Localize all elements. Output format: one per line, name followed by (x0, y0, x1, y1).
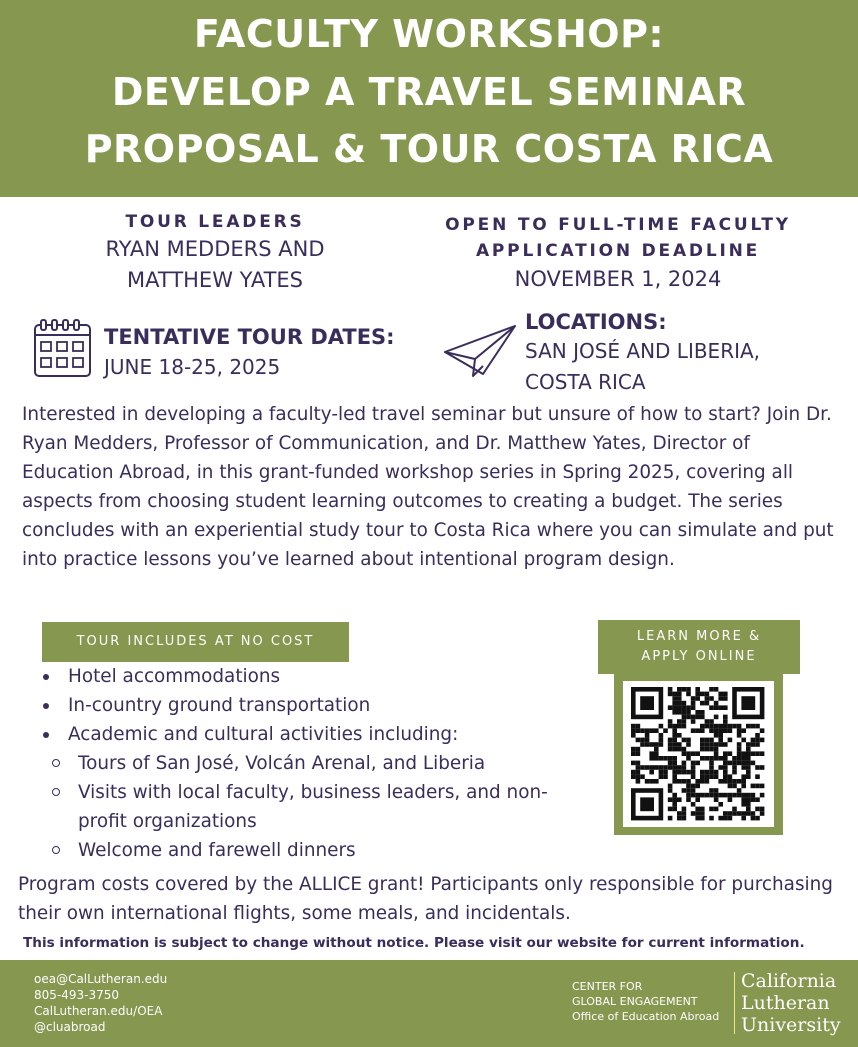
title-line-2: DEVELOP A TRAVEL SEMINAR (111, 70, 747, 114)
tour-leaders (60, 210, 370, 296)
paper-plane-icon (443, 322, 519, 380)
circle-bullet-icon (52, 759, 60, 767)
bullet-icon (43, 703, 49, 709)
contact-info (34, 971, 167, 1035)
footer (0, 960, 858, 1047)
qr-frame (614, 673, 783, 835)
bullet-icon (43, 732, 49, 738)
deadline-label: APPLICATION DEADLINE (475, 241, 761, 261)
tour-dates-heading: TENTATIVE TOUR DATES: (104, 325, 395, 349)
list-item: Academic and cultural activities including: Tours of San José, Volcán Arenal, and Liberia Visits with local faculty, business leaders, and non-profit organizations Welcome and farewell dinners (40, 720, 616, 865)
description: Interested in developing a faculty-led travel seminar but unsure of how to start? Join Dr. Ryan Medders, Professor of Communication, and Dr. Matthew Yates, Director of Education Abroad, in this grant-funded workshop series in Spring 2025, covering all aspects from choosing student learning outcomes to creating a budget. The series concludes with an experiential study tour to Costa Rica where you can simulate and put into practice lessons you’ve learned about intentional program design. (22, 404, 834, 570)
list-item: Hotel accommodations (40, 662, 616, 691)
email-link[interactable]: oea@CalLutheran.edu (34, 972, 168, 986)
website-link[interactable]: CalLutheran.edu/OEA (34, 1004, 163, 1018)
circle-bullet-icon (52, 846, 60, 854)
locations (525, 308, 845, 398)
title-line-1: FACULTY WORKSHOP: (193, 12, 665, 56)
logo-divider (734, 972, 735, 1034)
university-logo: California Lutheran University (741, 970, 841, 1036)
locations-line-2: COSTA RICA (525, 370, 646, 394)
includes-list (40, 662, 616, 865)
program-costs: Program costs covered by the ALLICE grant! Participants only responsible for purchasing their own international flights, some meals, and incidentals. (18, 874, 833, 924)
locations-line-1: SAN JOSÉ AND LIBERIA, (525, 339, 761, 363)
social-handle[interactable]: @cluabroad (34, 1020, 106, 1034)
tour-dates (104, 322, 434, 383)
calendar-icon (32, 318, 94, 380)
list-item: In-country ground transportation (40, 691, 616, 720)
circle-bullet-icon (52, 788, 60, 796)
disclaimer-notice: This information is subject to change without notice. Please visit our website for current information. (23, 935, 805, 951)
includes-heading: TOUR INCLUDES AT NO COST (42, 622, 349, 662)
bullet-icon (43, 674, 49, 680)
header-banner (0, 0, 858, 197)
apply-line-1: LEARN MORE & (636, 629, 762, 644)
eligibility-line-1: OPEN TO FULL-TIME FACULTY (445, 215, 791, 235)
tour-leaders-line-1: RYAN MEDDERS AND (105, 237, 325, 261)
locations-heading: LOCATIONS: (525, 310, 667, 334)
center-global-engagement: CENTER FOR GLOBAL ENGAGEMENT Office of Education Abroad (572, 980, 720, 1023)
deadline-date: NOVEMBER 1, 2024 (514, 267, 722, 291)
sublist-item: Tours of San José, Volcán Arenal, and Liberia (40, 749, 588, 778)
sublist-item: Visits with local faculty, business leaders, and non-profit organizations (40, 778, 588, 836)
activities-sublist (68, 749, 616, 865)
apply-online-label (598, 620, 800, 674)
apply-line-2: APPLY ONLINE (641, 649, 757, 664)
tour-leaders-line-2: MATTHEW YATES (127, 268, 303, 292)
phone-number[interactable]: 805-493-3750 (34, 988, 120, 1002)
tour-leaders-heading: TOUR LEADERS (125, 212, 305, 232)
tour-dates-value: JUNE 18-25, 2025 (104, 355, 281, 379)
qr-code-icon[interactable] (623, 681, 774, 827)
sublist-item: Welcome and farewell dinners (40, 836, 588, 865)
eligibility (418, 212, 818, 295)
title-line-3: PROPOSAL & TOUR COSTA RICA (84, 127, 774, 171)
